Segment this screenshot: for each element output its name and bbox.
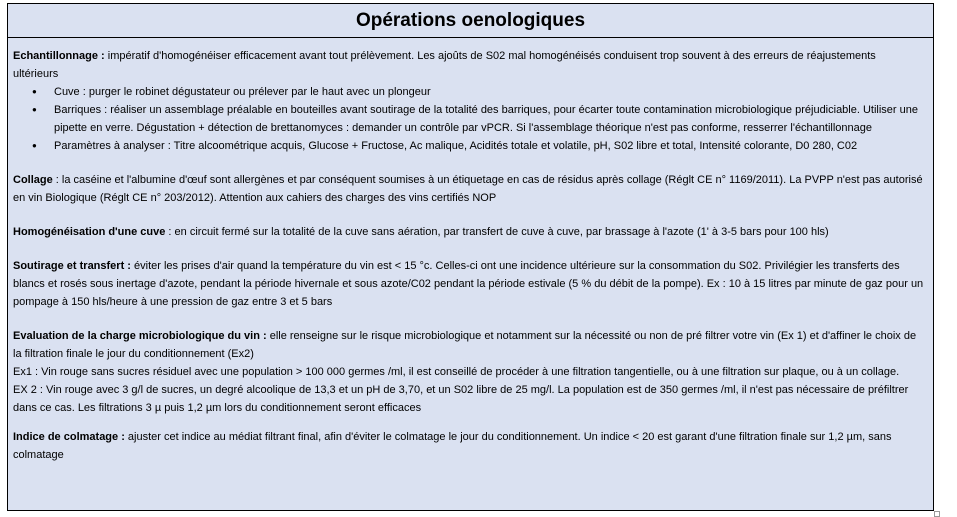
title-banner [7, 3, 934, 38]
resize-handle [934, 511, 940, 517]
spacer [13, 207, 924, 223]
evaluation-example-2: EX 2 : Vin rouge avec 3 g/l de sucres, un degré alcoolique de 13,3 et un pH de 3,70, et un S02 libre de 25 mg/l. La population est de 350 germes /ml, il n'est pas nécessaire de préfiltrer dans ce cas. Les filtrations 3 µ puis 1,2 µm lors du conditionnement seront efficaces [13, 384, 909, 414]
section-term: Collage [13, 174, 53, 186]
section-colmatage [13, 428, 924, 464]
echantillonnage-list [13, 83, 924, 155]
spacer [13, 417, 924, 428]
page-title: Opérations oenologiques [355, 9, 586, 31]
list-item: ● Barriques : réaliser un assemblage préalable en bouteilles avant soutirage de la totalité des barriques, pour écarter toute contamination microbiologique préjudiciable. Utiliser une pipette en verre. Dégustation + détection de brettanomyces : demander un contrôle par vPCR. Si l'assemblage théorique n'est pas conforme, resserrer l'échantillonnage [54, 101, 924, 137]
list-item: ● Paramètres à analyser : Titre alcoométrique acquis, Glucose + Fructose, Ac malique, Acidités totale et volatile, pH, S02 libre et total, Intensité colorante, D0 280, C02 [54, 137, 924, 155]
section-echantillonnage [13, 47, 924, 83]
section-text: elle renseigne sur le risque microbiologique et notamment sur la nécessité ou non de pré filtrer votre vin (Ex 1) et d'affiner le choix de la filtration finale le jour du conditionnement (Ex2) [13, 330, 917, 360]
spacer [13, 155, 924, 171]
section-text: éviter les prises d'air quand la température du vin est < 15 °c. Celles-ci ont une incidence ultérieure sur la consommation du S02. Privilégier les transferts des blancs et rosés sous inertage d'azote, pendant la période hivernale et sous azote/C02 pendant la période estivale (5 % du débit de la pompe). Ex : 10 à 15 litres par minute de gaz pour un pompage à 150 hls/heure à une pression de gaz entre 3 et 5 bars [13, 260, 924, 308]
section-soutirage [13, 257, 924, 311]
section-term: Evaluation de la charge microbiologique du vin : [13, 330, 267, 342]
section-text: : en circuit fermé sur la totalité de la cuve sans aération, par transfert de cuve à cuve, par brassage à l'azote (1' à 3-5 bars pour 100 hls) [165, 226, 829, 238]
evaluation-example-1: Ex1 : Vin rouge sans sucres résiduel avec une population > 100 000 germes /ml, il est conseillé de procéder à une filtration tangentielle, ou à une filtration sur plaque, ou à un collage. [13, 366, 900, 378]
section-term: Indice de colmatage : [13, 431, 125, 443]
section-term: Soutirage et transfert : [13, 260, 131, 272]
section-text: : la caséine et l'albumine d'œuf sont allergènes et par conséquent soumises à un étiquetage en cas de résidus après collage (Réglt CE n° 1169/2011). La PVPP n'est pas autorisé en vin Biologique (Réglt CE n° 203/2012). Attention aux cahiers des charges des vins certifiés NOP [13, 174, 923, 204]
section-term: Homogénéisation d'une cuve [13, 226, 166, 238]
list-item: ● Cuve : purger le robinet dégustateur ou prélever par le haut avec un plongeur [54, 83, 924, 101]
section-collage [13, 171, 924, 207]
section-text: ajuster cet indice au médiat filtrant final, afin d'éviter le colmatage le jour du conditionnement. Un indice < 20 est garant d'une filtration finale sur 1,2 µm, sans colmatage [13, 431, 892, 461]
section-text: impératif d'homogénéiser efficacement avant tout prélèvement. Les ajoûts de S02 mal homogénéisés conduisent trop souvent à des erreurs de réajustements ultérieurs [13, 50, 876, 80]
spacer [13, 241, 924, 257]
section-evaluation [13, 327, 924, 363]
section-homogeneisation [13, 223, 924, 241]
spacer [13, 311, 924, 327]
content-box [7, 38, 934, 511]
section-term: Echantillonnage : [13, 50, 105, 62]
